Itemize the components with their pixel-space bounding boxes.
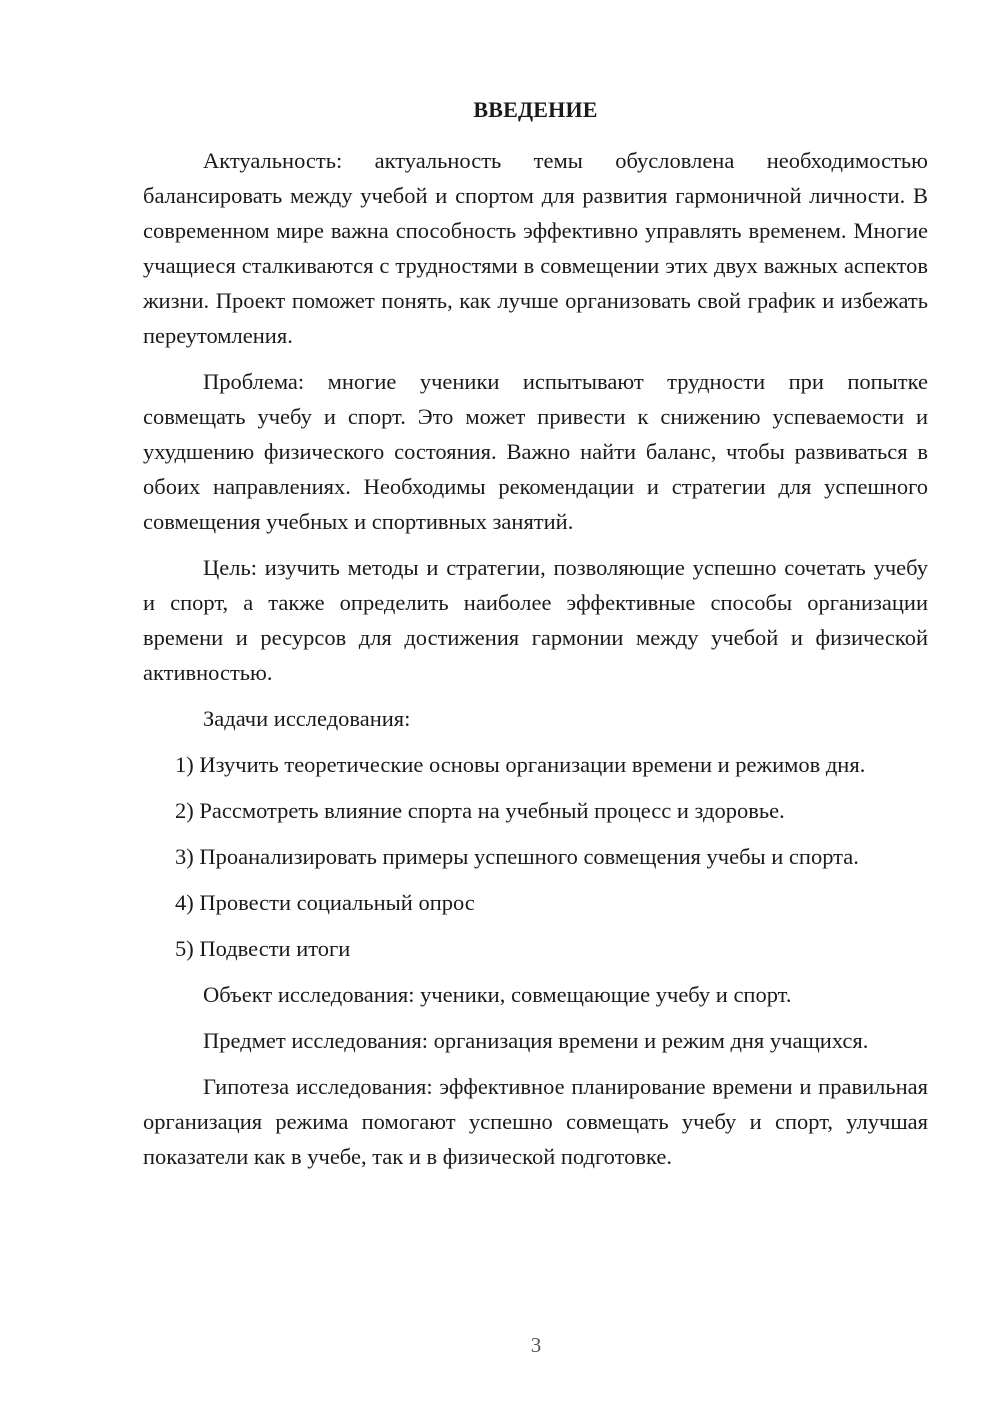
page-number: 3 — [530, 1333, 542, 1357]
task-item-5: 5) Подвести итоги — [175, 936, 351, 961]
task-item-2: 2) Рассмотреть влияние спорта на учебный процесс и здоровье. — [175, 798, 785, 823]
task-item-4: 4) Провести социальный опрос — [175, 890, 475, 915]
tasks-heading: Задачи исследования: — [203, 706, 411, 731]
object-paragraph: Объект исследования: ученики, совмещающие учебу и спорт. — [203, 982, 792, 1007]
problem-paragraph: Проблема: многие ученики испытывают трудности при попытке совмещать учебу и спорт. Это может привести к снижению успеваемости и ухудшению физического состояния. Важно найти баланс, чтобы развиваться в обоих направлениях. Необходимы рекомендации и стратегии для успешного совмещения учебных и спортивных занятий. — [143, 369, 928, 534]
section-title: ВВЕДЕНИЕ — [473, 97, 598, 122]
relevance-paragraph: Актуальность: актуальность темы обусловлена необходимостью балансировать между учебой и спортом для развития гармоничной личности. В современном мире важна способность эффективно управлять временем. Многие учащиеся сталкиваются с трудностями в совмещении этих двух важных аспектов жизни. Проект поможет понять, как лучше организовать свой график и избежать переутомления. — [143, 148, 928, 348]
document-body — [143, 92, 928, 1185]
subject-paragraph: Предмет исследования: организация времени и режим дня учащихся. — [203, 1028, 869, 1053]
task-item-3: 3) Проанализировать примеры успешного совмещения учебы и спорта. — [175, 844, 859, 869]
task-item-1: 1) Изучить теоретические основы организации времени и режимов дня. — [175, 752, 866, 777]
goal-paragraph: Цель: изучить методы и стратегии, позволяющие успешно сочетать учебу и спорт, а также определить наиболее эффективные способы организации времени и ресурсов для достижения гармонии между учебой и физической активностью. — [143, 555, 928, 685]
hypothesis-paragraph: Гипотеза исследования: эффективное планирование времени и правильная организация режима помогают успешно совмещать учебу и спорт, улучшая показатели как в учебе, так и в физической подготовке. — [143, 1074, 928, 1169]
